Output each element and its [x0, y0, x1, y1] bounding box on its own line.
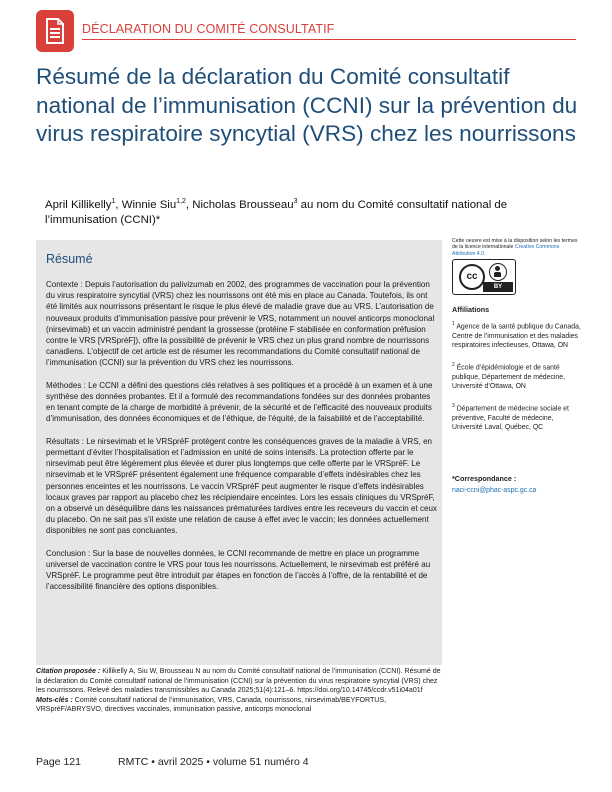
correspondence-email-link[interactable]: naci-ccni@phac-aspc.gc.ca: [452, 487, 537, 494]
abstract-context: Contexte : Depuis l’autorisation du palivizumab en 2002, des programmes de vaccination pour la prévention du virus respiratoire syncytial (VRS) chez les nourrissons ont été mis en place au Canada. Toutefois, ils ont été limités aux nourrissons présentant le risque le plus élevé de maladie grave due au VRS. L’autorisation de nouveaux produits d’immunisation passive pour prévenir le VRS, notamment un nouvel anticorps monoclonal (nirsevimab) et un vaccin administré pendant la grossesse (protéine F stabilisée en conformation préfusion contre le VRS [VRSpréF]), offre la possibilité de prévenir le VRS chez un plus grand nombre de nourrissons canadiens. L’objectif de cet article est de résumer les recommandations du Comité consultatif national de l’immunisation (CCNI) sur la prévention du VRS chez les nourrissons.: [46, 280, 435, 368]
conclusion-label: Conclusion :: [46, 548, 91, 558]
author-affiliation-mark: 3: [293, 198, 298, 205]
license-note: Cette oeuvre est mise à la disposition selon les termes de la licence internationale Creative Commons Attribution 4.0: [452, 238, 578, 257]
document-icon: [36, 10, 74, 52]
page-number: Page 121: [36, 756, 81, 768]
abstract-body: [46, 279, 440, 604]
license-link[interactable]: Creative Commons Attribution 4.0: [452, 244, 560, 257]
header-divider: [82, 39, 576, 40]
results-label: Résultats :: [46, 436, 85, 446]
affiliation-item: $^1$ Agence de la santé publique du Canada, Centre de l’immunisation et des maladies respiratoires infectieuses, Ottawa, ON: [452, 321, 581, 349]
abstract-conclusion: Conclusion : Sur la base de nouvelles données, le CCNI recommande de mettre en place un programme universel de vaccination contre le VRS pour tous les nourrissons. Actuellement, le nirsevimab est préféré au VRSpréF. Le programme peut être introduit par étapes en fonction de l’accès à l’offre, de la rentabilité et de l’accessibilité financière des options disponibles.: [46, 548, 431, 592]
journal-info: RMTC • avril 2025 • volume 51 numéro 4: [118, 756, 309, 768]
affiliations-heading: Affiliations: [452, 305, 490, 314]
page-title: Résumé de la déclaration du Comité consultatif national de l’immunisation (CCNI) sur la prévention du virus respiratoire syncytial (VRS) chez les nourrissons: [36, 64, 578, 146]
abstract-box: [36, 240, 442, 665]
methods-label: Méthodes :: [46, 380, 86, 390]
keywords: Mots-clés : Comité consultatif national de l’immunisation, VRS, Canada, nourrissons, nirsevimab/BEYFORTUS, VRSpréF/ABRYSVO, directives vaccinales, immunisation passive, anticorps monoclonal: [36, 696, 387, 714]
attribution-person-icon: [489, 263, 507, 281]
section-label: DÉCLARATION DU COMITÉ CONSULTATIF: [82, 22, 335, 36]
author-affiliation-mark: 1,2: [176, 198, 186, 205]
abstract-methods: Méthodes : Le CCNI a défini des questions clés relatives à ses politiques et a procédé à un examen et à une synthèse des données probantes. Et il a formulé des recommandations fondées sur des données probantes en tenant compte de la charge de morbidité à prévenir, de la sécurité et de l’efficacité des nouveaux produits d’immunisation, des données économiques et de l’éthique, de l’équité, de la faisabilité et de l’acceptabilité.: [46, 380, 433, 424]
citation-label: Citation proposée :: [36, 668, 101, 675]
cc-symbol: cc: [459, 264, 485, 290]
context-label: Contexte :: [46, 280, 83, 289]
author-list: April Killikelly$^1$, Winnie Siu$^{1,2}$, Nicholas Brousseau$^3$ au nom du Comité consultatif national de l’immunisation (CCNI)*: [45, 198, 508, 226]
abstract-heading: Résumé: [46, 252, 93, 266]
abstract-results: Résultats : Le nirsevimab et le VRSpréF protègent contre les conséquences graves de la maladie à VRS, en permettant d’éviter l’hospitalisation et l’admission en unité de soins intensifs. La protection offerte par le nirsevimab peut être légèrement plus élevée et durer plus longtemps que celle offerte par le VRSpréF. Le nirsevimab et le VRSpréF présentent également une fréquence comparable d’effets indésirables chez les personnes enceintes et les nourrissons. Le vaccin VRSpréF peut augmenter le risque d’effets indésirables locaux graves par rapport au placebo chez les récipiendaire enceintes. Lors les essais cliniques du VRSpréF, on a observé un déséquilibre dans les naissances prématurées tardives entre les receveurs du vaccin et ceux du placebo. On ne sait pas s’il existe une relation de cause à effet avec le vaccin; les données actuellement disponibles ne sont pas concluantes.: [46, 436, 437, 536]
suggested-citation: Citation proposée : Killikelly A, Siu W, Brousseau N au nom du Comité consultatif national de l’immunisation (CCNI). Résumé de la déclaration du Comité consultatif national de l’immunisation (CCNI) sur la prévention du virus respiratoire syncytial (VRS) chez les nourrissons. Relevé des maladies transmissibles au Canada 2025;51(4):121–6. https://doi.org/10.14745/ccdr.v51i04a01f: [36, 668, 441, 695]
by-label: BY: [483, 282, 513, 292]
author-name: Winnie Siu: [121, 198, 177, 211]
citation-block: [36, 667, 442, 715]
author-name: Nicholas Brousseau: [192, 198, 294, 211]
author-affiliation-mark: 1: [111, 198, 116, 205]
correspondence-heading: *Correspondance :: [452, 474, 517, 483]
keywords-label: Mots-clés :: [36, 696, 73, 704]
creative-commons-by-icon[interactable]: [452, 259, 516, 295]
affiliation-item: $^2$ École d’épidémiologie et de santé publique, Département de médecine, Université d’Ottawa, ON: [452, 362, 566, 390]
affiliation-item: $^3$ Département de médecine sociale et préventive, Faculté de médecine, Université Laval, Québec, QC: [452, 403, 569, 431]
author-name: April Killikelly: [45, 198, 112, 211]
author-group: au nom du Comité consultatif national de l’immunisation (CCNI)*: [45, 198, 508, 226]
